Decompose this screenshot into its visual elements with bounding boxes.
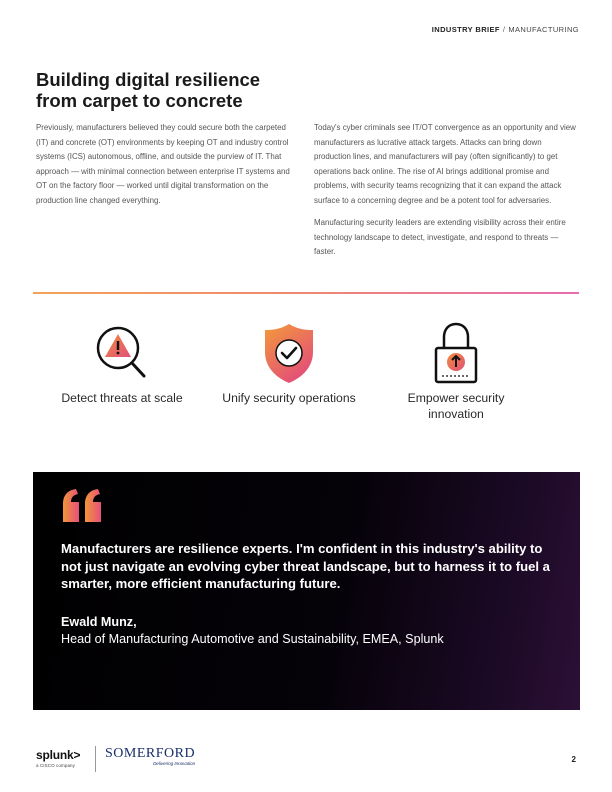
feature-label-empower: Empower security innovation bbox=[407, 391, 505, 421]
right-paragraph-2: Manufacturing security leaders are extending visibility across their entire technology landscape to detect, investigate, and respond to threats — faster. bbox=[314, 218, 566, 256]
header-section: MANUFACTURING bbox=[508, 25, 579, 34]
header-category: INDUSTRY BRIEF bbox=[431, 25, 500, 34]
somerford-logo bbox=[105, 746, 195, 766]
quote-author: Ewald Munz, bbox=[61, 615, 137, 629]
intro-column-left bbox=[36, 121, 298, 208]
intro-column-right bbox=[314, 121, 578, 260]
feature-label-detect: Detect threats at scale bbox=[61, 391, 183, 405]
quote-author-role: Head of Manufacturing Automotive and Sustainability, EMEA, Splunk bbox=[61, 632, 444, 646]
quote-text: Manufacturers are resilience experts. I'm confident in this industry's ability to not just navigate an evolving cyber threat landscape, but to harness it to fuel a smarter, more efficient manufacturing future. bbox=[61, 541, 550, 591]
somerford-logo-text: SOMERFORD bbox=[105, 746, 196, 761]
feature-label-unify: Unify security operations bbox=[222, 391, 356, 405]
header-separator: / bbox=[502, 25, 506, 34]
somerford-tagline: Delivering Innovation bbox=[153, 761, 196, 766]
feature-empower-innovation bbox=[386, 318, 526, 422]
padlock-upload-icon bbox=[386, 318, 526, 388]
splunk-logo bbox=[36, 748, 80, 768]
footer-divider bbox=[95, 746, 96, 772]
left-paragraph: Previously, manufacturers believed they could secure both the carpeted (IT) and concrete (OT) environments by keeping OT and industry control systems (ICS) autonomous, offline, and outside the purview of IT. That approach — with minimal connection between enterprise IT systems and OT on the factory floor — worked until digital transformation on the production line changed everything. bbox=[36, 123, 290, 205]
page-number: 2 bbox=[571, 755, 576, 764]
feature-detect-threats bbox=[52, 318, 192, 407]
gradient-divider bbox=[33, 292, 579, 294]
warning-magnifier-icon bbox=[52, 318, 192, 388]
shield-check-icon bbox=[219, 318, 359, 388]
splunk-tagline: a CISCO company bbox=[36, 763, 76, 768]
quote-mark-icon bbox=[61, 488, 107, 527]
page-header bbox=[432, 25, 579, 34]
page-title: Building digital resilience from carpet to concrete bbox=[36, 69, 261, 111]
feature-unify-security bbox=[219, 318, 359, 407]
quote-block bbox=[33, 472, 580, 710]
right-paragraph-1: Today's cyber criminals see IT/OT convergence as an opportunity and view manufacturers as lucrative attack targets. Attacks can bring down production lines, and manufacturers will pay (often significantly) to get operations back online. The rise of AI brings additional promise and problems, with security teams recognizing that it can expand the attack surface to a concerning degree and be a potent tool for adversaries. bbox=[314, 123, 576, 205]
splunk-logo-text: splunk> bbox=[36, 748, 81, 762]
